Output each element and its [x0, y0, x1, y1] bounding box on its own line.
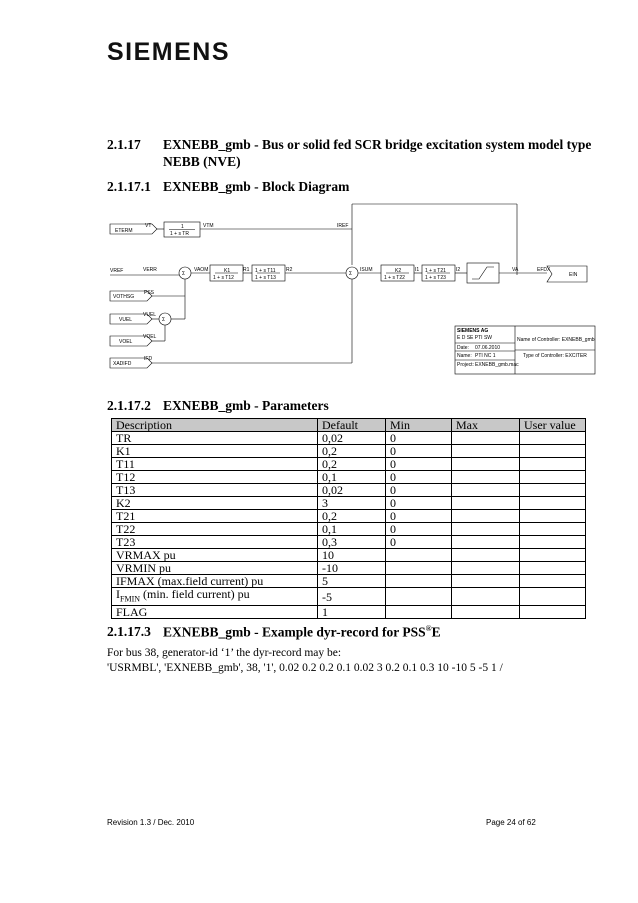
- cell-max: [452, 458, 520, 471]
- block-diagram: [107, 200, 597, 380]
- table-row: [112, 484, 586, 497]
- label-va: VA: [512, 267, 519, 273]
- cell-min: [386, 549, 452, 562]
- label-t13-den: 1 + s T13: [255, 275, 276, 281]
- label-vref: VREF: [110, 268, 124, 274]
- table-row: [112, 606, 586, 619]
- cell-max: [452, 588, 520, 606]
- cell-default: -5: [318, 588, 386, 606]
- label-vothsg: VOTHSG: [113, 294, 135, 300]
- label-k1-den: 1 + s T12: [213, 275, 234, 281]
- cell-user-value: [520, 588, 586, 606]
- label-vuel-line: VUEL: [143, 312, 157, 318]
- tb-project: EXNEBB_gmb.mac: [475, 362, 519, 368]
- tb-date: 07.06.2010: [475, 345, 501, 351]
- label-xadifd: XADIFD: [113, 361, 132, 367]
- label-tr-den: 1 + s TR: [170, 231, 189, 237]
- cell-max: [452, 549, 520, 562]
- footer-revision: Revision 1.3 / Dec. 2010: [107, 818, 195, 827]
- label-vaom: VAOM: [194, 267, 209, 273]
- desc-rest: (min. field current) pu: [140, 587, 250, 601]
- cell-desc: T12: [112, 471, 318, 484]
- label-t23-den: 1 + s T23: [425, 275, 446, 281]
- table-row: [112, 588, 586, 606]
- cell-default: 3: [318, 497, 386, 510]
- table-row: [112, 471, 586, 484]
- cell-desc: TR: [112, 432, 318, 445]
- cell-default: 0,1: [318, 523, 386, 536]
- tb-company: SIEMENS AG: [457, 328, 489, 334]
- table-row: [112, 497, 586, 510]
- tb-name-label: Name:: [457, 353, 472, 359]
- tb-name: PTI NC 1: [475, 353, 496, 359]
- label-vt: VT: [145, 223, 152, 229]
- cell-desc: IFMAX (max.field current) pu: [112, 575, 318, 588]
- col-user-value: User value: [520, 419, 586, 432]
- cell-min: 0: [386, 536, 452, 549]
- label-vuel: VUEL: [119, 317, 133, 323]
- label-isum: ISUM: [360, 267, 373, 273]
- cell-min: 0: [386, 484, 452, 497]
- col-max: Max: [452, 419, 520, 432]
- label-tr-num: 1: [181, 224, 184, 230]
- label-voel: VOEL: [119, 339, 133, 345]
- cell-default: 0,2: [318, 458, 386, 471]
- heading-number: 2.1.17.1: [107, 179, 151, 194]
- desc-sub: FMIN: [120, 594, 141, 604]
- label-sigma-2: Σ: [349, 271, 353, 277]
- label-r1: R1: [243, 267, 250, 273]
- heading-title: EXNEBB_gmb - Parameters: [163, 398, 329, 413]
- cell-min: [386, 575, 452, 588]
- desc-main: I: [116, 587, 120, 601]
- col-min: Min: [386, 419, 452, 432]
- cell-max: [452, 536, 520, 549]
- parameters-table: [111, 418, 586, 619]
- cell-desc: T13: [112, 484, 318, 497]
- heading-sup: ®: [425, 624, 432, 633]
- cell-user-value: [520, 484, 586, 497]
- cell-default: 0,02: [318, 484, 386, 497]
- cell-min: 0: [386, 432, 452, 445]
- label-k1: K1: [224, 268, 231, 274]
- cell-desc: K2: [112, 497, 318, 510]
- siemens-logo: SIEMENS: [107, 38, 231, 66]
- cell-max: [452, 471, 520, 484]
- cell-desc: T21: [112, 510, 318, 523]
- label-vtm: VTM: [203, 223, 214, 229]
- table-row: [112, 445, 586, 458]
- label-iref: IREF: [337, 223, 349, 229]
- label-ifd: IFD: [144, 356, 153, 362]
- cell-user-value: [520, 562, 586, 575]
- cell-user-value: [520, 523, 586, 536]
- cell-max: [452, 562, 520, 575]
- cell-min: 0: [386, 510, 452, 523]
- cell-desc: FLAG: [112, 606, 318, 619]
- cell-default: -10: [318, 562, 386, 575]
- heading-number: 2.1.17.2: [107, 398, 151, 413]
- tb-controller-name: Name of Controller: EXNEBB_gmb: [517, 337, 595, 343]
- cell-min: 0: [386, 471, 452, 484]
- heading-title: EXNEBB_gmb - Example dyr-record for PSS: [163, 624, 426, 640]
- cell-max: [452, 497, 520, 510]
- label-k2: K2: [395, 268, 402, 274]
- cell-default: 0,02: [318, 432, 386, 445]
- cell-user-value: [520, 458, 586, 471]
- cell-min: [386, 562, 452, 575]
- cell-user-value: [520, 606, 586, 619]
- cell-user-value: [520, 549, 586, 562]
- table-row: [112, 523, 586, 536]
- cell-default: 5: [318, 575, 386, 588]
- heading-title-wrap: [163, 624, 441, 641]
- label-i2: I2: [456, 267, 461, 273]
- table-row: [112, 562, 586, 575]
- label-verr: VERR: [143, 267, 157, 273]
- section-number: 2.1.17: [107, 137, 141, 152]
- table-row: [112, 510, 586, 523]
- label-efdx: EFDX: [537, 267, 551, 273]
- tb-date-label: Date:: [457, 345, 469, 351]
- cell-default: 0,3: [318, 536, 386, 549]
- cell-max: [452, 575, 520, 588]
- example-intro: For bus 38, generator-id ‘1’ the dyr-record may be:: [107, 647, 342, 659]
- tb-controller-type: Type of Controller: EXCITER: [523, 353, 587, 359]
- cell-min: 0: [386, 497, 452, 510]
- cell-min: 0: [386, 523, 452, 536]
- section-title: EXNEBB_gmb - Bus or solid fed SCR bridge excitation system model type NEBB (NVE): [163, 137, 592, 169]
- cell-min: [386, 588, 452, 606]
- cell-desc: T22: [112, 523, 318, 536]
- cell-max: [452, 484, 520, 497]
- table-row: [112, 549, 586, 562]
- cell-desc: VRMAX pu: [112, 549, 318, 562]
- label-sigma-1: Σ: [182, 271, 186, 277]
- label-sigma-3: Σ: [162, 317, 166, 323]
- table-row: [112, 575, 586, 588]
- table-row: [112, 458, 586, 471]
- col-description: Description: [112, 419, 318, 432]
- tb-dept: E D SE PTI SW: [457, 335, 493, 341]
- cell-user-value: [520, 575, 586, 588]
- cell-default: 10: [318, 549, 386, 562]
- cell-desc: VRMIN pu: [112, 562, 318, 575]
- col-default: Default: [318, 419, 386, 432]
- label-pss: PSS: [144, 290, 155, 296]
- cell-min: 0: [386, 445, 452, 458]
- cell-default: 0,2: [318, 510, 386, 523]
- cell-user-value: [520, 510, 586, 523]
- cell-user-value: [520, 471, 586, 484]
- cell-desc: T11: [112, 458, 318, 471]
- cell-min: [386, 606, 452, 619]
- cell-user-value: [520, 497, 586, 510]
- ein-output-flag: [547, 266, 587, 282]
- cell-max: [452, 606, 520, 619]
- heading-number: 2.1.17.3: [107, 624, 151, 639]
- cell-desc: T23: [112, 536, 318, 549]
- cell-max: [452, 432, 520, 445]
- label-k2-den: 1 + s T22: [384, 275, 405, 281]
- cell-default: 0,2: [318, 445, 386, 458]
- label-eterm: ETERM: [115, 228, 133, 234]
- tb-project-label: Project:: [457, 362, 474, 368]
- table-row: [112, 536, 586, 549]
- table-header-row: [112, 419, 586, 432]
- heading-title: EXNEBB_gmb - Block Diagram: [163, 179, 350, 194]
- cell-default: 1: [318, 606, 386, 619]
- label-ein: EIN: [569, 272, 578, 278]
- label-t11-num: 1 + s T11: [255, 268, 276, 274]
- cell-max: [452, 510, 520, 523]
- cell-max: [452, 523, 520, 536]
- label-r2: R2: [286, 267, 293, 273]
- table-row: [112, 432, 586, 445]
- cell-desc: [112, 588, 318, 606]
- cell-min: 0: [386, 458, 452, 471]
- label-t21-num: 1 + s T21: [425, 268, 446, 274]
- cell-user-value: [520, 445, 586, 458]
- label-voel-line: VOEL: [143, 334, 157, 340]
- cell-default: 0,1: [318, 471, 386, 484]
- example-record: 'USRMBL', 'EXNEBB_gmb', 38, '1', 0.02 0.2 0.2 0.1 0.02 3 0.2 0.1 0.3 10 -10 5 -5 1 /: [107, 662, 503, 674]
- cell-user-value: [520, 536, 586, 549]
- heading-title-end: E: [431, 624, 441, 640]
- cell-desc: K1: [112, 445, 318, 458]
- cell-max: [452, 445, 520, 458]
- footer-page: Page 24 of 62: [486, 818, 536, 827]
- cell-user-value: [520, 432, 586, 445]
- label-i1: I1: [415, 267, 420, 273]
